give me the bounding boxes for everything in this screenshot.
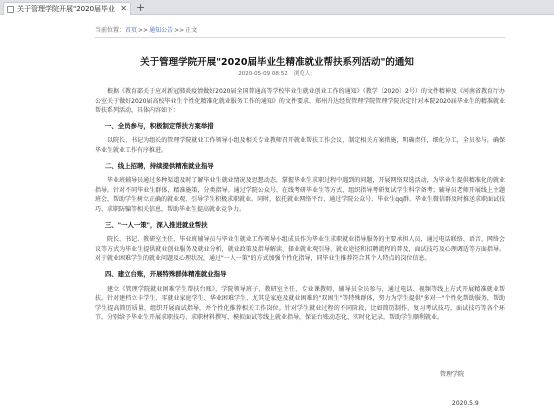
page <box>0 15 554 411</box>
page-icon <box>7 6 14 13</box>
browser-tab[interactable] <box>3 2 131 15</box>
divider <box>95 37 505 38</box>
section-paragraph: 建立《管理学院就业困难学生帮扶台账》，学院领导班子、教研室主任、专业课教师、辅导员全员参与，通过电话、视频等线上方式开展精准就业帮扶。针对建档立卡学生、零就业家庭学生、华业困难学生、尤其是家庭及就业困难的"双困生"等特殊群体，努力为学生提供"多对一"个性化帮助服务，帮助学生提高简历质量，组织开展面试指导，并个性化推荐相关工作岗位。针对学生就业过程的不同阶段，比如简历制作、复习考试技巧，面试技巧等各个环节，分别给予毕业生开展求职技巧、求职材料撰写、模拟面试等线上就业指导，保证台账动态化、实时化记录，帮助学生顺利就业。 <box>95 285 505 322</box>
new-tab-button[interactable]: + <box>136 1 146 14</box>
article-meta <box>0 69 554 77</box>
article-date: 2020-05-09 08:52 <box>238 71 288 77</box>
article-body <box>95 87 505 327</box>
breadcrumb <box>95 25 197 34</box>
tab-title: 关于管理学院开展"2020届毕业 <box>17 5 116 13</box>
breadcrumb-home[interactable]: 首页 <box>125 27 138 34</box>
section-paragraph: 院长、书记、教研室主任、毕业班辅导员与毕业生就业工作领导小组成员作为毕业生求职就业指导服务的主要承担人员，通过电话联络、语音、网络会议等方式为毕业生提供就业创业服务及就业分析，就业政策及指导解读、择业就业观引导、就业途径和招聘流程的普及，面试技巧及心理调适等方面指导。对于就业困难学生的就业问题及心理状况，通过"一人一策"的方式加强个性化指导，同毕业生推荐符合其个人特点的岗位信息。 <box>95 236 505 263</box>
browser-tab-strip <box>0 0 554 15</box>
section-paragraph: 以院长、书记为组长的管理学院就业工作领导小组及相关专业教师召开就业帮扶工作会议，制定相关方案措施，明确责任，细化分工，全员参与，确保毕业生就业工作有序推进。 <box>95 137 505 154</box>
section-heading: 二、线上招聘，持续提供精准就业指导 <box>105 161 214 170</box>
breadcrumb-notices[interactable]: 通知公告 <box>149 27 174 34</box>
close-icon[interactable]: ✕ <box>120 4 127 13</box>
sign-date: 2020.5.9 <box>452 400 479 407</box>
intro-paragraph: 根据《教育部关于应对新冠肺炎疫情做好2020届全国普通高等学校毕业生就业创业工作的通知》（教学〔2020〕2号）的文件精神及《河南省教育厅办公室关于做好2020届高校毕业生个性化精准化就业服务工作的通知》的文件要求，郑州升达经贸管理学院管理学院决定针对本院2020届毕业生的精准就业帮扶系列活动，具体内容如下： <box>95 88 505 115</box>
breadcrumb-separator: >> <box>174 27 185 34</box>
section-heading: 三、"一人一策"，深入推进就业帮扶 <box>105 220 208 229</box>
breadcrumb-current: 正文 <box>185 27 198 34</box>
signature: 管理学院 <box>440 371 465 378</box>
section-paragraph: 毕业班辅导员通过多种渠道及时了解毕业生就业情况及思想动态，掌握毕业生求职过程中遇到的问题，开展网络双选活动，为毕业生提供精准化的就业指导。针对不同毕业生群体，精准施策，分类指导。通过学院公众号、在线考研毕业生等方式，组织指导考研复试学生科学备考；辅导员老师开展线上主题班会，帮助学生树立正确的就业观，引导学生积极求职就业。同时，依托就业网络平台，通过学院公众号、毕业生qq群、毕业生微信群及时推送求职面试技巧、求职防骗等相关信息，帮助毕业生提高就业竞争力。 <box>95 177 505 213</box>
breadcrumb-separator: >> <box>138 27 149 34</box>
article-title: 关于管理学院开展"2020届毕业生精准就业帮扶系列活动"的通知 <box>140 57 414 68</box>
section-heading: 四、建立台账，开展特殊群体精准就业指导 <box>105 269 227 278</box>
section-heading: 一、全员参与，积极制定帮扶方案举措 <box>105 121 214 130</box>
views-label: 浏览人： <box>293 71 316 77</box>
breadcrumb-prefix: 当前位置： <box>95 27 126 34</box>
